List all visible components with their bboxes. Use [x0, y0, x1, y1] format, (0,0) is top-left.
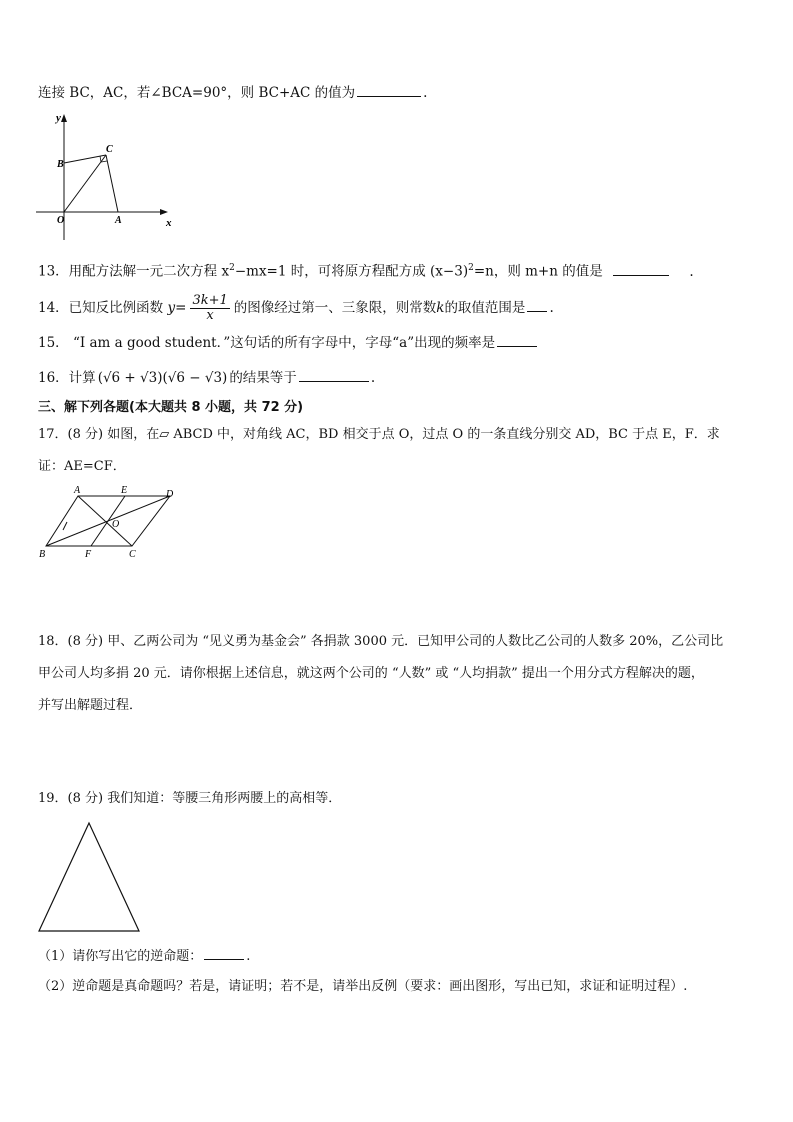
diagonal-ac	[78, 496, 132, 546]
q12-figure	[32, 112, 182, 244]
q16-expression: (√6 + √3)(√6 − √3)	[97, 370, 228, 386]
label-x: x	[166, 217, 172, 229]
q16-line: 16．计算 (√6 + √3)(√6 − √3) 的结果等于 .	[38, 367, 375, 388]
q12-line: 连接 BC，AC，若∠BCA=90°，则 BC+AC 的值为 .	[38, 82, 427, 103]
label-b: B	[57, 159, 64, 170]
q14-fraction: $\frac{3k+1}{x}$	[192, 293, 228, 323]
label-b: B	[39, 549, 46, 560]
q14-answer-blank	[527, 297, 547, 312]
q18-line2: 甲公司人均多捐 20 元．请你根据上述信息，就这两个公司的 “人数” 或 “人均捐款” 提出一个用分式方程解决的题，	[38, 666, 704, 681]
segment-ca	[106, 155, 118, 212]
label-a: A	[115, 215, 122, 226]
label-c: C	[106, 144, 113, 155]
q15-answer-blank	[497, 332, 537, 347]
q19-sub1-line: （1）请你写出它的逆命题： .	[38, 945, 250, 967]
x-axis-arrow	[160, 209, 168, 215]
q18-line3: 并写出解题过程．	[38, 698, 143, 713]
q19-line1: 19．(8 分) 我们知道：等腰三角形两腰上的高相等．	[38, 791, 342, 806]
label-d: D	[166, 489, 174, 500]
q18-line1: 18．(8 分) 甲、乙两公司为 “见义勇为基金会” 各捐款 3000 元．已知甲公司的人数比乙公司的人数多 20%，乙公司比	[38, 634, 724, 649]
q12-answer-blank	[357, 82, 421, 97]
q15-line: 15． “I am a good student．”这句话的所有字母中，字母“a”出现的频率是	[38, 332, 539, 353]
q13-line: 13．用配方法解一元二次方程 $x^2-mx=1$ 时，可将原方程配方成 $(x-3)^2=n$，则 m+n 的值是 .	[38, 258, 694, 282]
label-f: F	[85, 549, 92, 560]
label-y: y	[56, 112, 61, 124]
q13-answer-blank	[613, 261, 669, 276]
q12-text: 连接 BC，AC，若∠BCA=90°，则 BC+AC 的值为	[38, 85, 356, 101]
label-o: O	[112, 519, 120, 530]
q17-line1: 17．(8 分) 如图，在▱ ABCD 中，对角线 AC，BD 相交于点 O，过点 O 的一条直线分别交 AD，BC 于点 E，F．求	[38, 427, 720, 442]
q14-line: 14．已知反比例函数 y= $\frac{3k+1}{x}$ 的图像经过第一、三象限，则常数k的取值范围是 .	[38, 293, 554, 323]
q17-figure	[34, 484, 184, 562]
label-c: C	[129, 549, 136, 560]
q16-answer-blank	[299, 367, 369, 382]
label-o: O	[57, 215, 65, 226]
segment-oc	[64, 155, 106, 212]
q19-triangle-figure	[36, 820, 142, 934]
tick-mark	[63, 522, 67, 530]
label-e: E	[121, 485, 128, 496]
line-ef	[91, 496, 125, 546]
q17-line2: 证：AE=CF．	[38, 459, 126, 474]
y-axis-arrow	[61, 114, 67, 122]
q19-sub2-line: （2）逆命题是真命题吗？若是，请证明；若不是，请举出反例（要求：画出图形，写出已知，求证和证明过程）.	[38, 979, 688, 994]
section-title: 三、解下列各题(本大题共 8 小题，共 72 分)	[38, 400, 304, 415]
label-a: A	[74, 485, 81, 496]
q19-answer-blank	[204, 945, 244, 960]
isosceles-triangle	[39, 823, 139, 931]
